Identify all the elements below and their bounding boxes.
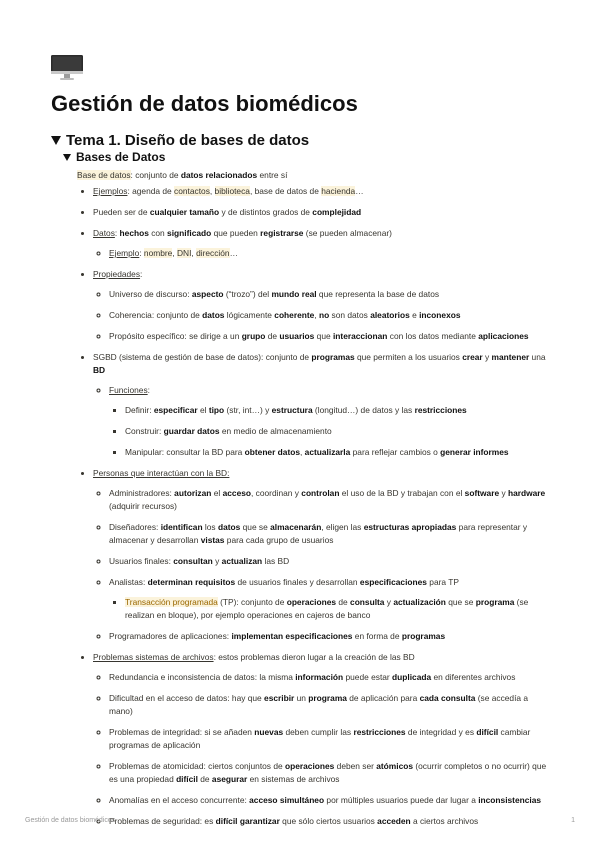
bullet-list — [77, 185, 547, 828]
bold-text: programa — [475, 597, 515, 607]
section-heading: Tema 1. Diseño de bases de datos — [66, 132, 310, 149]
bold-text: controlan — [301, 488, 340, 498]
bold-text: guardar datos — [163, 426, 220, 436]
bold-text: BD — [93, 365, 106, 375]
nested-list — [93, 288, 547, 343]
nested-list — [109, 404, 547, 459]
bold-text: usuarios — [279, 331, 315, 341]
list-item: ◦ Problemas de integridad: si se añaden nuevas deben cumplir las restricciones de integridad y es difícil cambiar programas de aplicación — [109, 726, 547, 752]
highlighted-text: biblioteca — [214, 186, 250, 196]
list-item: ◦ Diseñadores: identifican los datos que se almacenarán, eligen las estructuras apropiadas para representar y almacenar y desarrollan vistas para cada grupo de usuarios — [109, 521, 547, 547]
bold-text: interaccionan — [332, 331, 388, 341]
bold-text: complejidad — [312, 207, 362, 217]
bold-text: operaciones — [286, 597, 337, 607]
list-item: ◦ Analistas: determinan requisitos de usuarios finales y desarrollan especificaciones para TP ▪ Transacción programada (TP): conjunto de operaciones de consulta y actualización que se programa (se realizan en bloque), por ejemplo operaciones en cajeros de banco — [109, 576, 547, 622]
bold-text: mundo real — [271, 289, 317, 299]
list-item: • Datos: hechos con significado que pueden registrarse (se pueden almacenar) ◦ Ejemplo: nombre, DNI, dirección… — [93, 227, 547, 260]
nested-list — [93, 671, 547, 828]
toggle-heading-tema-1[interactable] — [51, 132, 309, 149]
bold-text: software — [464, 488, 500, 498]
footer-title: Gestión de datos biomédicos — [25, 817, 116, 824]
list-item: ◦ Problemas de atomicidad: ciertos conjuntos de operaciones deben ser atómicos (ocurrir completos o no ocurrir) que es una propiedad difícil de asegurar en sistemas de archivos — [109, 760, 547, 786]
bold-text: identifican — [160, 522, 203, 532]
list-item: ◦ Problemas de seguridad: es difícil garantizar que sólo ciertos usuarios acceden a ciertos archivos — [109, 815, 547, 828]
intro-paragraph: Base de datos: conjunto de datos relacionados entre sí — [77, 170, 288, 180]
bold-text: autorizan — [174, 488, 212, 498]
list-item: ▪ Transacción programada (TP): conjunto de operaciones de consulta y actualización que se programa (se realizan en bloque), por ejemplo operaciones en cajeros de banco — [125, 596, 547, 622]
list-item: ◦ Propósito específico: se dirige a un grupo de usuarios que interaccionan con los datos mediante aplicaciones — [109, 330, 547, 343]
bold-text: grupo — [241, 331, 266, 341]
bold-text: inconexos — [419, 310, 461, 320]
bold-text: aplicaciones — [478, 331, 529, 341]
list-item: • Ejemplos: agenda de contactos, biblioteca, base de datos de hacienda… — [93, 185, 547, 198]
list-item: ◦ Administradores: autorizan el acceso, coordinan y controlan el uso de la BD y trabajan con el software y hardware (adquirir recursos) — [109, 487, 547, 513]
bold-text: datos relacionados — [180, 170, 258, 180]
highlighted-text: Transacción programada — [125, 597, 218, 607]
highlighted-text: hacienda — [321, 186, 356, 196]
bold-text: acceso simultáneo — [249, 795, 325, 805]
highlighted-text: nombre — [143, 248, 173, 258]
bold-text: hechos — [119, 228, 149, 238]
bold-text: obtener datos — [244, 447, 301, 457]
list-item: ◦ Anomalías en el acceso concurrente: acceso simultáneo por múltiples usuarios puede dar lugar a inconsistencias — [109, 794, 547, 807]
highlighted-text: dirección — [196, 248, 230, 258]
list-item — [93, 467, 547, 643]
list-item: ▪ Construir: guardar datos en medio de almacenamiento — [125, 425, 547, 438]
underlined-text: Datos — [93, 228, 115, 238]
bold-text: programas — [401, 631, 446, 641]
list-item: ◦ Usuarios finales: consultan y actualizan las BD — [109, 555, 547, 568]
bold-text: operaciones — [284, 761, 335, 771]
nested-list — [109, 596, 547, 622]
page-title: Gestión de datos biomédicos — [51, 91, 358, 116]
bold-text: tipo — [208, 405, 225, 415]
bold-text: estructuras apropiadas — [363, 522, 457, 532]
nested-list — [93, 384, 547, 459]
computer-monitor-icon — [51, 55, 83, 81]
bold-text: cualquier tamaño — [149, 207, 220, 217]
bold-text: aspecto — [191, 289, 224, 299]
list-item: ◦ Ejemplo: nombre, DNI, dirección… — [109, 247, 547, 260]
nested-list — [93, 247, 547, 260]
list-item: ◦ Programadores de aplicaciones: implementan especificaciones en forma de programas — [109, 630, 547, 643]
bold-text: implementan especificaciones — [231, 631, 353, 641]
highlighted-text: Base de datos — [77, 170, 131, 180]
bold-text: determinan requisitos — [147, 577, 236, 587]
bold-text: actualización — [393, 597, 446, 607]
toggle-heading-bases-de-datos[interactable] — [63, 150, 165, 164]
bold-text: nuevas — [254, 727, 284, 737]
bold-text: difícil garantizar — [215, 816, 280, 826]
list-item: ◦ Coherencia: conjunto de datos lógicamente coherente, no son datos aleatorios e inconexos — [109, 309, 547, 322]
list-item: • SGBD (sistema de gestión de base de datos): conjunto de programas que permiten a los usuarios crear y mantener una BD ◦ Funciones: ▪ Definir: especificar el tipo (str, int…) y estructura (longitud…) de datos y las restricciones ▪ Construir: guardar datos en medio de almacenamiento ▪ Manipular: consultar la BD para obtener datos, actualizarla para reflejar cambios o generar informes — [93, 351, 547, 459]
toggle-triangle-icon[interactable] — [51, 136, 61, 145]
bold-text: aleatorios — [370, 310, 410, 320]
bold-text: restricciones — [353, 727, 406, 737]
bold-text: especificar — [153, 405, 198, 415]
bold-text: consulta — [350, 597, 385, 607]
bold-text: crear — [462, 352, 483, 362]
bold-text: coherente — [274, 310, 315, 320]
list-item: ◦ Funciones: ▪ Definir: especificar el tipo (str, int…) y estructura (longitud…) de datos y las restricciones ▪ Construir: guardar datos en medio de almacenamiento ▪ Manipular: consultar la BD para obtener datos, actualizarla para reflejar cambios o generar informes — [109, 384, 547, 459]
bold-text: difícil — [476, 727, 499, 737]
bold-text: difícil — [176, 774, 198, 784]
bold-text: registrarse — [260, 228, 304, 238]
bold-text: consultan — [173, 556, 213, 566]
bold-text: escribir — [264, 693, 295, 703]
list-item: • Propiedades: ◦ Universo de discurso: aspecto (“trozo”) del mundo real que representa la base de datos ◦ Coherencia: conjunto de datos lógicamente coherente, no son datos aleatorios e inconexos ◦ Propósito específico: se dirige a un grupo de usuarios que interaccionan con los datos mediante aplicaciones — [93, 268, 547, 343]
underlined-text: Propiedades — [93, 269, 141, 279]
list-item: ◦ Dificultad en el acceso de datos: hay que escribir un programa de aplicación para cada consulta (se accedía a mano) — [109, 692, 547, 718]
document-body — [77, 165, 547, 836]
bold-text: acceso — [222, 488, 251, 498]
bold-text: duplicada — [392, 672, 432, 682]
bold-text: significado — [167, 228, 212, 238]
footer-page-number: 1 — [571, 817, 575, 824]
underlined-text: Ejemplos — [93, 186, 128, 196]
highlighted-text: DNI — [176, 248, 192, 258]
list-item: ◦ Universo de discurso: aspecto (“trozo”) del mundo real que representa la base de datos — [109, 288, 547, 301]
bold-text: vistas — [200, 535, 225, 545]
list-item: ▪ Definir: especificar el tipo (str, int…) y estructura (longitud…) de datos y las restricciones — [125, 404, 547, 417]
bold-text: estructura — [271, 405, 313, 415]
bold-text: generar informes — [440, 447, 509, 457]
bold-text: programa — [308, 693, 347, 703]
bold-text: hardware — [507, 488, 546, 498]
bold-text: datos — [202, 310, 225, 320]
underlined-text: Ejemplo — [109, 248, 140, 258]
bold-text: cada consulta — [419, 693, 476, 703]
underlined-text: Funciones — [109, 385, 148, 395]
bold-text: acceden — [377, 816, 411, 826]
underlined-text: Personas que interactúan con la BD: — [93, 468, 230, 478]
underlined-text: Problemas sistemas de archivos — [93, 652, 214, 662]
bold-text: almacenarán — [270, 522, 322, 532]
subsection-heading: Bases de Datos — [76, 150, 166, 164]
nested-list — [93, 487, 547, 643]
bold-text: especificaciones — [359, 577, 427, 587]
bold-text: datos — [217, 522, 241, 532]
highlighted-text: contactos — [174, 186, 210, 196]
bold-text: no — [318, 310, 330, 320]
bold-text: atómicos — [376, 761, 414, 771]
bold-text: actualizan — [221, 556, 263, 566]
bold-text: mantener — [491, 352, 530, 362]
list-item: • Pueden ser de cualquier tamaño y de distintos grados de complejidad — [93, 206, 547, 219]
bold-text: asegurar — [211, 774, 248, 784]
toggle-triangle-icon[interactable] — [63, 154, 71, 161]
list-item: ▪ Manipular: consultar la BD para obtener datos, actualizarla para reflejar cambios o generar informes — [125, 446, 547, 459]
bold-text: actualizarla — [304, 447, 351, 457]
list-item: • Problemas sistemas de archivos: estos problemas dieron lugar a la creación de las BD ◦ Redundancia e inconsistencia de datos: la misma información puede estar duplicada en diferentes archivos ◦ Dificultad en el acceso de datos: hay que escribir un programa de aplicación para cada consulta (se accedía a mano) ◦ Problemas de integridad: si se añaden nuevas deben cumplir las restricciones de integridad y es difícil cambiar programas de aplicación ◦ Problemas de atomicidad: ciertos conjuntos de operaciones deben ser atómicos (ocurrir completos o no ocurrir) que es una propiedad difícil de asegurar en sistemas de archivos ◦ Anomalías en el acceso concurrente: acceso simultáneo por múltiples usuarios puede dar lugar a inconsistencias ◦ Problemas de seguridad: es difícil garantizar que sólo ciertos usuarios acceden a ciertos archivos — [93, 651, 547, 828]
bold-text: restricciones — [414, 405, 467, 415]
bold-text: información — [295, 672, 344, 682]
list-item: ◦ Redundancia e inconsistencia de datos: la misma información puede estar duplicada en diferentes archivos — [109, 671, 547, 684]
bold-text: programas — [311, 352, 355, 362]
bold-text: inconsistencias — [478, 795, 542, 805]
